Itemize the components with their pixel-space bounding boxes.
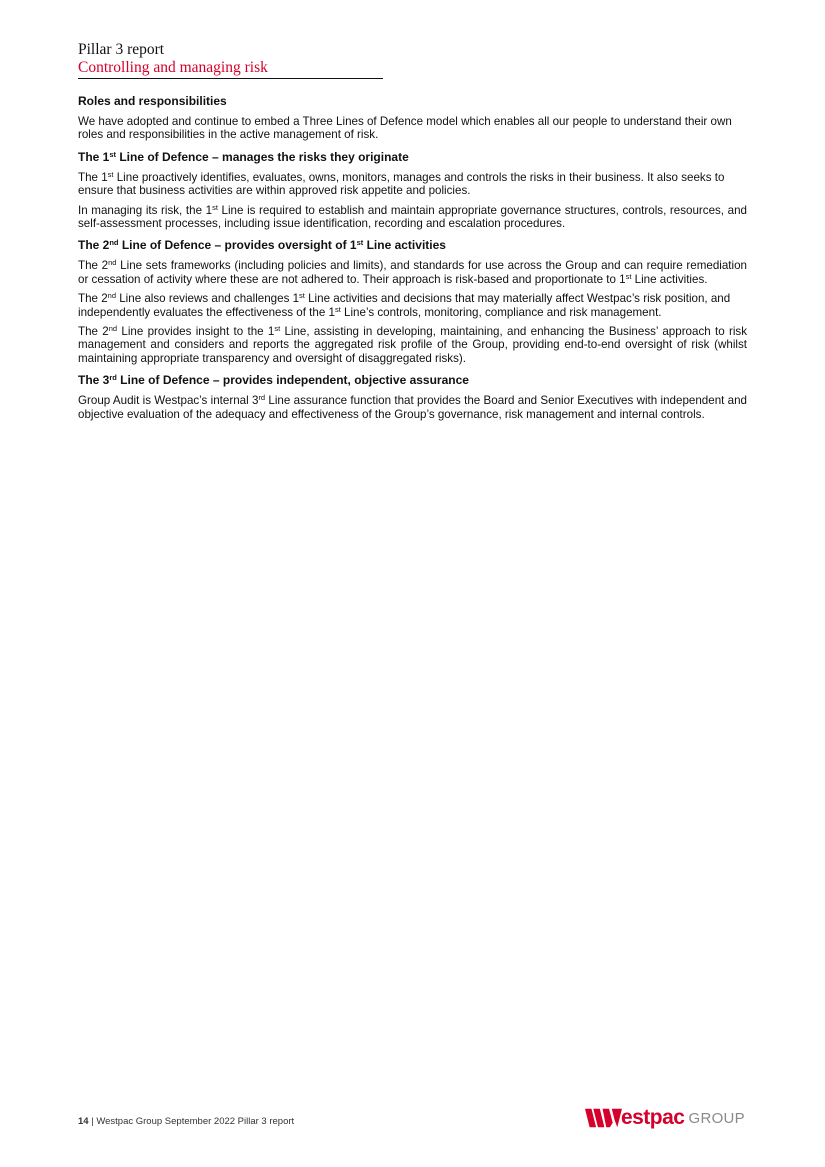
paragraph-third-line-1: Group Audit is Westpac’s internal 3rd Line assurance function that provides the Board and Senior Executives with independent and objective evaluation of the adequacy and effectiveness of the Group’s governance, risk management and internal controls.	[78, 393, 748, 421]
section-title: Controlling and managing risk	[78, 59, 383, 79]
heading-first-line: The 1st Line of Defence – manages the risks they originate	[78, 149, 409, 164]
section-first-line	[78, 150, 747, 231]
paragraph-first-line-1: The 1st Line proactively identifies, evaluates, owns, monitors, manages and controls the risks in their business. It also seeks to ensure that business activities are within approved risk appetite and policies.	[78, 169, 725, 198]
page-header	[78, 41, 383, 79]
page-footer	[78, 1116, 294, 1127]
paragraph-first-line-2: In managing its risk, the 1st Line is required to establish and maintain appropriate governance structures, controls, resources, and self-assessment processes, including issue identification, recording and escalation procedures.	[78, 202, 747, 231]
page-number: 14	[78, 1116, 89, 1127]
heading-roles: Roles and responsibilities	[78, 94, 227, 108]
logo-group-text: GROUP	[688, 1109, 745, 1127]
section-roles	[78, 94, 747, 142]
paragraph-roles: We have adopted and continue to embed a Three Lines of Defence model which enables all our people to understand their own roles and responsibilities in the active management of risk.	[78, 115, 732, 142]
logo-wordmark: estpac	[620, 1106, 685, 1129]
page-content	[78, 94, 747, 429]
paragraph-second-line-2: The 2nd Line also reviews and challenges 1st Line activities and decisions that may materially affect Westpac’s risk position, and independently evaluates the effectiveness of the 1st Line’s controls, monitoring, compliance and risk management.	[78, 291, 731, 319]
heading-third-line: The 3rd Line of Defence – provides independent, objective assurance	[78, 373, 469, 388]
report-title: Pillar 3 report	[78, 41, 165, 58]
paragraph-second-line-1: The 2nd Line sets frameworks (including policies and limits), and standards for use across the Group and can require remediation or cessation of activity where these are not adhered to. Their approach is risk-based and proportionate to 1st Line activities.	[78, 258, 747, 286]
footer-text: Westpac Group September 2022 Pillar 3 report	[96, 1116, 295, 1127]
footer-separator: |	[88, 1116, 97, 1127]
paragraph-second-line-3: The 2nd Line provides insight to the 1st Line, assisting in developing, maintaining, and enhancing the Business’ approach to risk management and considers and reports the aggregated risk profile of the Group, providing end-to-end oversight of risk (whilst maintaining appropriate transparency and oversight of disaggregated risks).	[78, 324, 747, 365]
westpac-logo	[585, 1104, 745, 1132]
heading-second-line: The 2nd Line of Defence – provides oversight of 1st Line activities	[78, 238, 446, 253]
section-second-line	[78, 238, 747, 365]
section-third-line	[78, 373, 747, 421]
westpac-w-icon	[585, 1107, 622, 1129]
